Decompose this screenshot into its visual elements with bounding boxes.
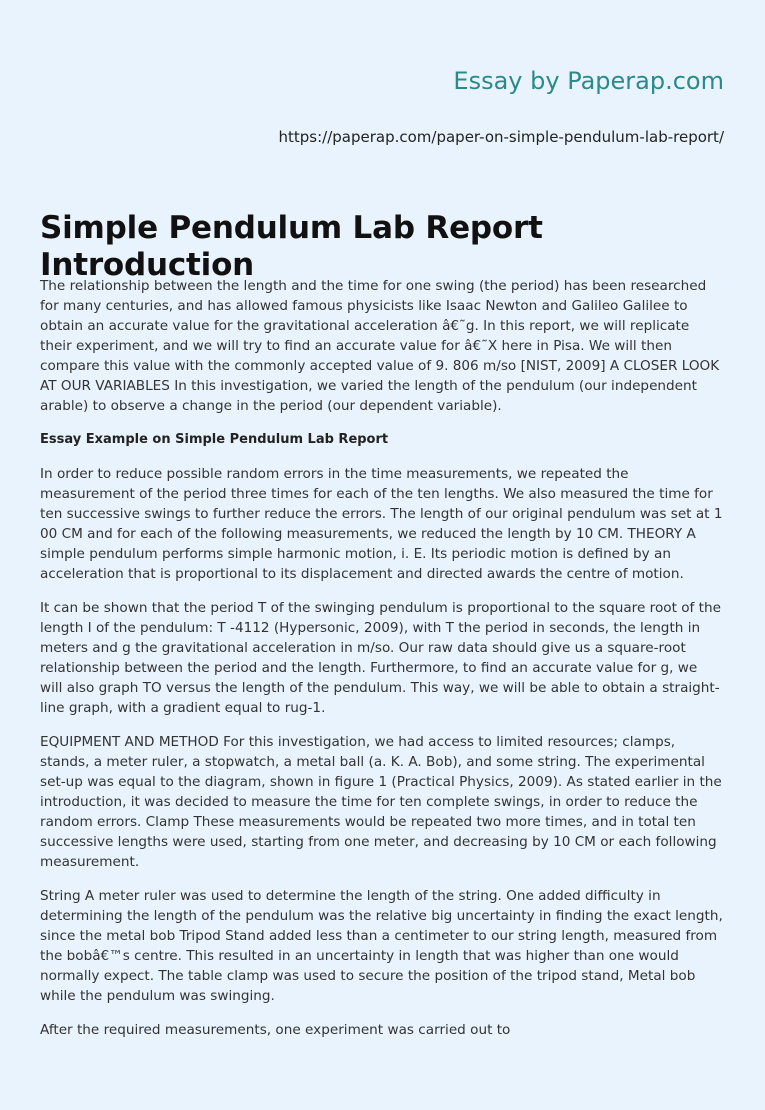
article-body [40,276,724,1054]
paragraph: EQUIPMENT AND METHOD For this investigation, we had access to limited resources; clamps, stands, a meter ruler, a stopwatch, a metal ball (a. K. A. Bob), and some string. The experimental set-up was equal to the diagram, shown in figure 1 (Practical Physics, 2009). As stated earlier in the introduction, it was decided to measure the time for ten complete swings, in order to reduce the random errors. Clamp These measurements would be repeated two more times, and in total ten successive lengths were used, starting from one meter, and decreasing by 10 CM or each following measurement. [40,734,722,870]
paragraph: In order to reduce possible random errors in the time measurements, we repeated the measurement of the period three times for each of the ten lengths. We also measured the time for ten successive swings to further reduce the errors. The length of our original pendulum was set at 1 00 CM and for each of the following measurements, we reduced the length by 10 CM. THEORY A simple pendulum performs simple harmonic motion, i. E. Its periodic motion is defined by an acceleration that is proportional to its displacement and directed awards the centre of motion. [40,466,723,582]
paragraph: The relationship between the length and the time for one swing (the period) has been researched for many centuries, and has allowed famous physicists like Isaac Newton and Galileo Galilee to obtain an accurate value for the gravitational acceleration â€˜g. In this report, we will replicate their experiment, and we will try to find an accurate value for â€˜X here in Pisa. We will then compare this value with the commonly accepted value of 9. 806 m/so [NIST, 2009] A CLOSER LOOK AT OUR VARIABLES In this investigation, we varied the length of the pendulum (our independent arable) to observe a change in the period (our dependent variable). [40,278,720,414]
paragraph: String A meter ruler was used to determine the length of the string. One added difficulty in determining the length of the pendulum was the relative big uncertainty in finding the exact length, since the metal bob Tripod Stand added less than a centimeter to our string length, measured from the bobâ€™s centre. This resulted in an uncertainty in length that was higher than one would normally expect. The table clamp was used to secure the position of the tripod stand, Metal bob while the pendulum was swinging. [40,888,723,1004]
paragraph: It can be shown that the period T of the swinging pendulum is proportional to the square root of the length I of the pendulum: T -4112 (Hypersonic, 2009), with T the period in seconds, the length in meters and g the gravitational acceleration in m/so. Our raw data should give us a square-root relationship between the period and the length. Furthermore, to find an accurate value for g, we will also graph TO versus the length of the pendulum. This way, we will be able to obtain a straight-line graph, with a gradient equal to rug-1. [40,600,721,716]
section-subheading: Essay Example on Simple Pendulum Lab Report [40,432,389,447]
paragraph: After the required measurements, one experiment was carried out to [40,1022,511,1038]
source-url[interactable]: https://paperap.com/paper-on-simple-pendulum-lab-report/ [278,128,724,146]
site-brand[interactable]: Essay by Paperap.com [453,67,724,95]
page-title: Simple Pendulum Lab Report Introduction [40,210,543,284]
